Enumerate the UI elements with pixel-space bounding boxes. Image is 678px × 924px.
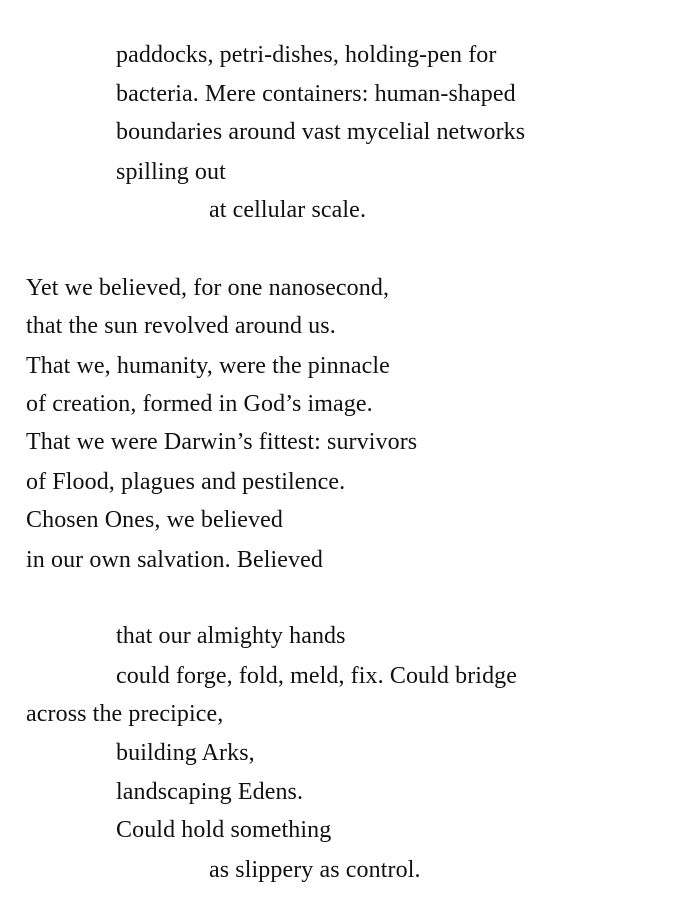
- poem-line: in our own salvation. Believed: [26, 547, 323, 573]
- poem-line: landscaping Edens.: [116, 779, 304, 805]
- poem-line: Chosen Ones, we believed: [26, 507, 284, 533]
- poem-line: across the precipice,: [26, 701, 224, 727]
- poem-line: that the sun revolved around us.: [26, 313, 336, 339]
- poem-line: as slippery as control.: [209, 857, 421, 883]
- poem-line: could forge, fold, meld, fix. Could bridge: [116, 663, 518, 689]
- poem-line: spilling out: [116, 159, 226, 185]
- poem-line: paddocks, petri-dishes, holding-pen for: [116, 42, 497, 68]
- poem-line: That we, humanity, were the pinnacle: [26, 353, 390, 379]
- poem-line: bacteria. Mere containers: human-shaped: [116, 81, 516, 107]
- poem-line: building Arks,: [116, 740, 255, 766]
- poem-line: Yet we believed, for one nanosecond,: [26, 275, 390, 301]
- poem-line: at cellular scale.: [209, 197, 367, 223]
- poem-line: that our almighty hands: [116, 623, 346, 649]
- poem-line: boundaries around vast mycelial networks: [116, 119, 526, 145]
- poem-line: of Flood, plagues and pestilence.: [26, 469, 346, 495]
- poem-line: of creation, formed in God’s image.: [26, 391, 373, 417]
- poem-line: Could hold something: [116, 817, 332, 843]
- poem-line: That we were Darwin’s fittest: survivors: [26, 429, 418, 455]
